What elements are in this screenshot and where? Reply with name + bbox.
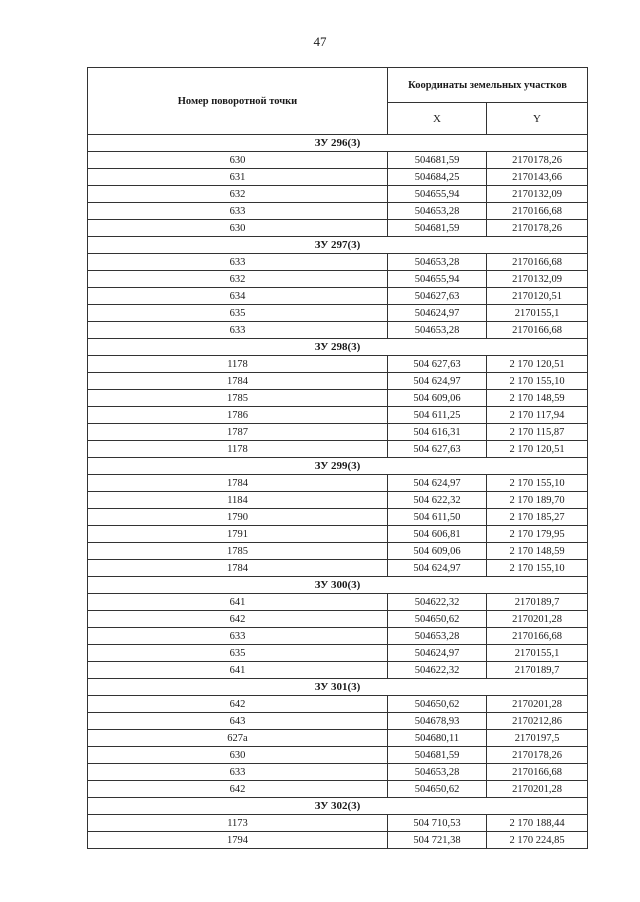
cell-x: 504653,28 — [388, 203, 487, 220]
section-row — [88, 577, 588, 594]
table-row — [88, 305, 588, 322]
table-row — [88, 543, 588, 560]
cell-x: 504681,59 — [388, 220, 487, 237]
cell-point: 1784 — [88, 373, 388, 390]
cell-point: 631 — [88, 169, 388, 186]
cell-x: 504622,32 — [388, 594, 487, 611]
cell-point: 633 — [88, 628, 388, 645]
cell-y: 2 170 224,85 — [487, 832, 588, 849]
table-row — [88, 832, 588, 849]
table-row — [88, 475, 588, 492]
cell-point: 642 — [88, 611, 388, 628]
cell-x: 504 710,53 — [388, 815, 487, 832]
section-row — [88, 798, 588, 815]
section-row — [88, 237, 588, 254]
cell-point: 1791 — [88, 526, 388, 543]
table-row — [88, 509, 588, 526]
table-row — [88, 254, 588, 271]
cell-point: 630 — [88, 220, 388, 237]
cell-y: 2170166,68 — [487, 628, 588, 645]
cell-x: 504 624,97 — [388, 373, 487, 390]
cell-y: 2170166,68 — [487, 322, 588, 339]
cell-y: 2 170 179,95 — [487, 526, 588, 543]
cell-point: 1184 — [88, 492, 388, 509]
table-row — [88, 628, 588, 645]
cell-point: 1784 — [88, 475, 388, 492]
cell-point: 634 — [88, 288, 388, 305]
cell-y: 2 170 155,10 — [487, 373, 588, 390]
cell-y: 2 170 117,94 — [487, 407, 588, 424]
table-row — [88, 594, 588, 611]
header-x: X — [388, 103, 487, 135]
cell-point: 633 — [88, 322, 388, 339]
cell-y: 2170155,1 — [487, 645, 588, 662]
coordinates-table — [87, 67, 588, 849]
cell-point: 1178 — [88, 356, 388, 373]
table-row — [88, 815, 588, 832]
cell-y: 2 170 188,44 — [487, 815, 588, 832]
cell-point: 1794 — [88, 832, 388, 849]
table-row — [88, 611, 588, 628]
cell-x: 504655,94 — [388, 186, 487, 203]
table-row — [88, 781, 588, 798]
cell-x: 504650,62 — [388, 611, 487, 628]
cell-point: 642 — [88, 781, 388, 798]
cell-point: 641 — [88, 594, 388, 611]
cell-x: 504653,28 — [388, 322, 487, 339]
cell-x: 504650,62 — [388, 696, 487, 713]
cell-y: 2170166,68 — [487, 764, 588, 781]
header-coordinates: Координаты земельных участков — [388, 68, 588, 103]
cell-x: 504653,28 — [388, 628, 487, 645]
cell-y: 2170155,1 — [487, 305, 588, 322]
cell-point: 642 — [88, 696, 388, 713]
cell-y: 2170189,7 — [487, 594, 588, 611]
table-row — [88, 322, 588, 339]
cell-y: 2 170 120,51 — [487, 356, 588, 373]
cell-point: 632 — [88, 186, 388, 203]
cell-y: 2170178,26 — [487, 220, 588, 237]
cell-point: 633 — [88, 203, 388, 220]
cell-x: 504 609,06 — [388, 543, 487, 560]
cell-point: 641 — [88, 662, 388, 679]
cell-y: 2 170 185,27 — [487, 509, 588, 526]
table-row — [88, 747, 588, 764]
cell-y: 2170212,86 — [487, 713, 588, 730]
cell-x: 504684,25 — [388, 169, 487, 186]
cell-point: 632 — [88, 271, 388, 288]
cell-point: 1784 — [88, 560, 388, 577]
cell-x: 504 606,81 — [388, 526, 487, 543]
cell-y: 2170178,26 — [487, 152, 588, 169]
cell-y: 2 170 148,59 — [487, 390, 588, 407]
cell-y: 2 170 148,59 — [487, 543, 588, 560]
cell-y: 2170201,28 — [487, 781, 588, 798]
cell-point: 633 — [88, 764, 388, 781]
table-row — [88, 169, 588, 186]
table-row — [88, 373, 588, 390]
table-row — [88, 730, 588, 747]
cell-x: 504 622,32 — [388, 492, 487, 509]
section-title: ЗУ 298(3) — [88, 339, 588, 356]
cell-y: 2 170 115,87 — [487, 424, 588, 441]
table-row — [88, 186, 588, 203]
cell-y: 2170189,7 — [487, 662, 588, 679]
cell-point: 1785 — [88, 543, 388, 560]
section-title: ЗУ 301(3) — [88, 679, 588, 696]
cell-x: 504653,28 — [388, 764, 487, 781]
cell-point: 1173 — [88, 815, 388, 832]
cell-y: 2170166,68 — [487, 203, 588, 220]
cell-x: 504680,11 — [388, 730, 487, 747]
cell-point: 1178 — [88, 441, 388, 458]
cell-point: 635 — [88, 305, 388, 322]
table-row — [88, 662, 588, 679]
section-row — [88, 679, 588, 696]
cell-point: 1785 — [88, 390, 388, 407]
section-title: ЗУ 297(3) — [88, 237, 588, 254]
cell-y: 2170197,5 — [487, 730, 588, 747]
cell-y: 2170178,26 — [487, 747, 588, 764]
cell-x: 504 627,63 — [388, 356, 487, 373]
header-point-number: Номер поворотной точки — [88, 68, 388, 135]
cell-x: 504681,59 — [388, 747, 487, 764]
cell-x: 504653,28 — [388, 254, 487, 271]
cell-x: 504681,59 — [388, 152, 487, 169]
cell-x: 504678,93 — [388, 713, 487, 730]
table-row — [88, 526, 588, 543]
section-row — [88, 135, 588, 152]
table-row — [88, 764, 588, 781]
cell-x: 504622,32 — [388, 662, 487, 679]
cell-point: 1790 — [88, 509, 388, 526]
cell-x: 504 616,31 — [388, 424, 487, 441]
cell-y: 2170201,28 — [487, 696, 588, 713]
table-row — [88, 424, 588, 441]
table-row — [88, 645, 588, 662]
cell-point: 635 — [88, 645, 388, 662]
table-row — [88, 713, 588, 730]
table-row — [88, 441, 588, 458]
section-title: ЗУ 300(3) — [88, 577, 588, 594]
cell-x: 504 721,38 — [388, 832, 487, 849]
section-title: ЗУ 299(3) — [88, 458, 588, 475]
cell-point: 633 — [88, 254, 388, 271]
cell-y: 2 170 189,70 — [487, 492, 588, 509]
cell-y: 2170132,09 — [487, 186, 588, 203]
cell-point: 630 — [88, 152, 388, 169]
cell-x: 504 627,63 — [388, 441, 487, 458]
cell-x: 504624,97 — [388, 305, 487, 322]
cell-x: 504624,97 — [388, 645, 487, 662]
page-number: 47 — [313, 34, 327, 49]
cell-point: 627а — [88, 730, 388, 747]
cell-x: 504627,63 — [388, 288, 487, 305]
cell-y: 2170143,66 — [487, 169, 588, 186]
cell-x: 504 609,06 — [388, 390, 487, 407]
section-row — [88, 458, 588, 475]
cell-x: 504 624,97 — [388, 560, 487, 577]
cell-y: 2170120,51 — [487, 288, 588, 305]
cell-y: 2 170 155,10 — [487, 475, 588, 492]
table-row — [88, 390, 588, 407]
table-body — [88, 135, 588, 849]
cell-point: 643 — [88, 713, 388, 730]
table-row — [88, 560, 588, 577]
table-row — [88, 356, 588, 373]
cell-point: 1787 — [88, 424, 388, 441]
section-title: ЗУ 302(3) — [88, 798, 588, 815]
table-row — [88, 696, 588, 713]
cell-y: 2 170 155,10 — [487, 560, 588, 577]
cell-y: 2170201,28 — [487, 611, 588, 628]
table-row — [88, 288, 588, 305]
cell-x: 504655,94 — [388, 271, 487, 288]
cell-x: 504 611,25 — [388, 407, 487, 424]
cell-x: 504 611,50 — [388, 509, 487, 526]
header-y: Y — [487, 103, 588, 135]
cell-y: 2 170 120,51 — [487, 441, 588, 458]
table-row — [88, 492, 588, 509]
table-row — [88, 203, 588, 220]
cell-y: 2170166,68 — [487, 254, 588, 271]
cell-point: 1786 — [88, 407, 388, 424]
cell-y: 2170132,09 — [487, 271, 588, 288]
cell-x: 504 624,97 — [388, 475, 487, 492]
section-title: ЗУ 296(3) — [88, 135, 588, 152]
table-row — [88, 152, 588, 169]
section-row — [88, 339, 588, 356]
table-row — [88, 271, 588, 288]
cell-point: 630 — [88, 747, 388, 764]
cell-x: 504650,62 — [388, 781, 487, 798]
table-row — [88, 220, 588, 237]
table-row — [88, 407, 588, 424]
